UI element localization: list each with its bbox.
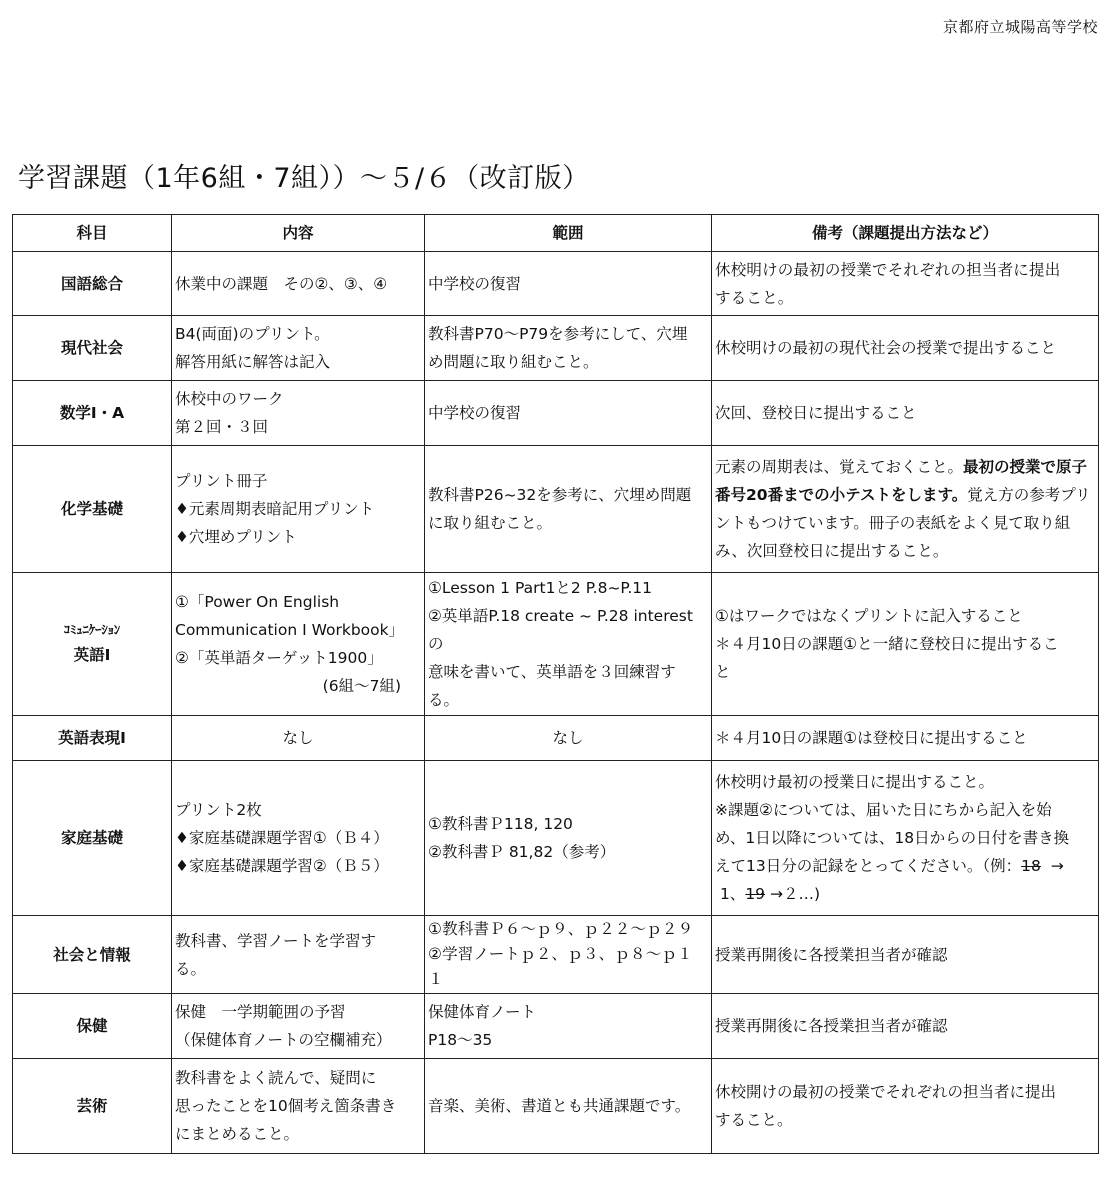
subject-cell: 家庭基礎 bbox=[13, 761, 172, 916]
assignment-table bbox=[12, 214, 1099, 1154]
notes-emphasis: 最初の授業で原子番号20番までの小テストをします。 bbox=[715, 458, 1088, 504]
content-line: 解答用紙に解答は記入 bbox=[175, 353, 331, 371]
subject-label: 英語Ⅰ bbox=[73, 646, 111, 664]
table-header-row bbox=[13, 215, 1099, 252]
notes-line: 休校明けの最初の授業でそれぞれの担当者に提出 bbox=[715, 260, 1061, 279]
notes-text: 元素の周期表は、覚えておくこと。 bbox=[715, 458, 964, 476]
table-row bbox=[13, 252, 1099, 316]
notes-line: 次回、登校日に提出すること bbox=[715, 404, 917, 422]
notes-line bbox=[715, 880, 1095, 908]
column-header-notes: 備考（課題提出方法など） bbox=[712, 215, 1099, 252]
subject-cell: 数学Ⅰ・A bbox=[13, 381, 172, 446]
content-cell bbox=[172, 994, 425, 1059]
content-cell bbox=[172, 1059, 425, 1154]
content-line: ②「英単語ターゲット1900」 bbox=[175, 649, 383, 667]
range-line: 中学校の復習 bbox=[428, 404, 522, 422]
notes-line: と bbox=[715, 663, 731, 681]
content-cell bbox=[172, 381, 425, 446]
range-cell bbox=[425, 1059, 712, 1154]
range-line: 音楽、美術、書道とも共通課題です。 bbox=[428, 1097, 691, 1115]
notes-line bbox=[715, 852, 1095, 880]
notes-cell bbox=[712, 316, 1099, 381]
content-cell bbox=[172, 316, 425, 381]
content-line: ①「Power On English bbox=[175, 593, 340, 611]
content-line: ♦家庭基礎課題学習②（Ｂ５） bbox=[175, 857, 389, 875]
struck-date: 19 bbox=[745, 885, 766, 903]
content-line: にまとめること。 bbox=[175, 1125, 300, 1143]
content-line: （保健体育ノートの空欄補充） bbox=[175, 1031, 392, 1049]
range-cell bbox=[425, 994, 712, 1059]
notes-line: 授業再開後に各授業担当者が確認 bbox=[715, 1017, 948, 1035]
content-line: B4(両面)のプリント。 bbox=[175, 325, 330, 343]
content-line: ♦家庭基礎課題学習①（Ｂ４） bbox=[175, 829, 389, 847]
content-line: ♦元素周期表暗記用プリント bbox=[175, 500, 375, 518]
notes-cell bbox=[712, 916, 1099, 994]
notes-line: 休校明け最初の授業日に提出すること。 bbox=[715, 773, 995, 791]
range-line: ②英単語P.18 create ~ P.28 interestの bbox=[428, 607, 693, 653]
content-cell bbox=[172, 916, 425, 994]
range-line: め問題に取り組むこと。 bbox=[428, 353, 599, 371]
subject-cell: 社会と情報 bbox=[13, 916, 172, 994]
notes-cell bbox=[712, 716, 1099, 761]
table-row bbox=[13, 1059, 1099, 1154]
content-line: 教科書、学習ノートを学習す bbox=[175, 931, 377, 950]
table-row bbox=[13, 761, 1099, 916]
notes-text: えて13日分の記録をとってください。（例： bbox=[715, 857, 1022, 875]
range-line: に取り組むこと。 bbox=[428, 514, 553, 532]
range-line: ①Lesson 1 Part1と2 P.8~P.11 bbox=[428, 579, 653, 597]
range-line: 意味を書いて、英単語を３回練習す bbox=[428, 663, 676, 681]
notes-text: 1、 bbox=[719, 885, 746, 903]
notes-line: ※課題②については、届いた日にちから記入を始 bbox=[715, 801, 1052, 819]
column-header-content: 内容 bbox=[172, 215, 425, 252]
notes-line: すること。 bbox=[715, 1111, 793, 1129]
range-cell bbox=[425, 573, 712, 716]
subject-cell: 芸術 bbox=[13, 1059, 172, 1154]
content-line: Communication Ⅰ Workbook」 bbox=[175, 621, 405, 639]
range-cell bbox=[425, 761, 712, 916]
notes-line: 休校明けの最初の現代社会の授業で提出すること bbox=[715, 339, 1057, 357]
table-row bbox=[13, 573, 1099, 716]
content-line: 保健 一学期範囲の予習 bbox=[175, 1003, 346, 1021]
content-line: プリント冊子 bbox=[175, 472, 268, 490]
range-line: 教科書P70～P79を参考にして、穴埋 bbox=[428, 325, 688, 343]
range-cell bbox=[425, 446, 712, 573]
notes-line: 休校開けの最初の授業でそれぞれの担当者に提出 bbox=[715, 1083, 1057, 1101]
notes-line: ＊４月10日の課題①は登校日に提出すること bbox=[715, 729, 1028, 747]
subject-cell: 保健 bbox=[13, 994, 172, 1059]
range-cell bbox=[425, 916, 712, 994]
range-cell bbox=[425, 381, 712, 446]
subject-cell: 化学基礎 bbox=[13, 446, 172, 573]
notes-cell bbox=[712, 252, 1099, 316]
struck-date: 18 bbox=[1021, 857, 1041, 875]
content-line: 思ったことを10個考え箇条書き bbox=[175, 1097, 397, 1115]
notes-cell bbox=[712, 446, 1099, 573]
range-line: 保健体育ノート bbox=[428, 1003, 537, 1021]
notes-cell bbox=[712, 761, 1099, 916]
notes-cell bbox=[712, 1059, 1099, 1154]
page-title: 学習課題（1年6組・7組））～５/６（改訂版） bbox=[18, 163, 590, 194]
table-row bbox=[13, 916, 1099, 994]
subject-cell: 現代社会 bbox=[13, 316, 172, 381]
table-row bbox=[13, 994, 1099, 1059]
notes-line: ＊４月10日の課題①と一緒に登校日に提出するこ bbox=[715, 635, 1059, 653]
content-line: 第２回・３回 bbox=[175, 418, 269, 436]
range-line: ②学習ノートｐ２、ｐ３、ｐ８～ｐ１１ bbox=[428, 945, 693, 988]
range-cell bbox=[425, 316, 712, 381]
content-cell bbox=[172, 761, 425, 916]
range-line: ①教科書Ｐ118, 120 bbox=[428, 815, 573, 833]
content-line: プリント2枚 bbox=[175, 801, 262, 819]
school-name: 京都府立城陽高等学校 bbox=[942, 18, 1098, 36]
table-row bbox=[13, 316, 1099, 381]
notes-cell bbox=[712, 573, 1099, 716]
notes-cell bbox=[712, 994, 1099, 1059]
table-row bbox=[13, 446, 1099, 573]
range-cell: なし bbox=[425, 716, 712, 761]
range-line: る。 bbox=[428, 691, 460, 709]
content-line: (6組～7組) bbox=[322, 677, 401, 695]
column-header-subject: 科目 bbox=[13, 215, 172, 252]
content-cell bbox=[172, 252, 425, 316]
notes-line: ①はワークではなくプリントに記入すること bbox=[715, 607, 1023, 625]
content-cell: なし bbox=[172, 716, 425, 761]
range-line: ②教科書Ｐ 81,82（参考） bbox=[428, 843, 616, 861]
table-row bbox=[13, 716, 1099, 761]
content-cell bbox=[172, 573, 425, 716]
content-line: 休業中の課題 その②、③、④ bbox=[175, 274, 388, 293]
content-line: 休校中のワーク bbox=[175, 390, 284, 408]
arrow-text: →２…) bbox=[769, 885, 821, 903]
subject-cell: 英語表現Ⅰ bbox=[13, 716, 172, 761]
notes-cell bbox=[712, 381, 1099, 446]
subject-cell bbox=[13, 573, 172, 716]
content-cell bbox=[172, 446, 425, 573]
subject-cell: 国語総合 bbox=[13, 252, 172, 316]
range-cell bbox=[425, 252, 712, 316]
range-line: ①教科書Ｐ６～ｐ９、ｐ２２～ｐ２９ bbox=[428, 920, 694, 938]
column-header-range: 範囲 bbox=[425, 215, 712, 252]
range-line: 中学校の復習 bbox=[428, 274, 522, 293]
arrow-text: → bbox=[1050, 857, 1064, 875]
content-line: ♦穴埋めプリント bbox=[175, 528, 297, 546]
range-line: 教科書P26~32を参考に、穴埋め問題 bbox=[428, 486, 692, 504]
notes-line: め、1日以降については、18日からの日付を書き換 bbox=[715, 829, 1070, 847]
notes-text: 覚え方の参考プリントもつけています。冊子の表紙をよく見て取り組み、次回登校日に提出すること。 bbox=[715, 486, 1091, 560]
notes-line: すること。 bbox=[715, 288, 794, 307]
table-row bbox=[13, 381, 1099, 446]
range-line: P18～35 bbox=[428, 1031, 493, 1049]
content-line: る。 bbox=[175, 959, 207, 978]
subject-prefix: ｺﾐｭﾆｹｰｼｮﾝ bbox=[63, 622, 121, 637]
notes-line: 授業再開後に各授業担当者が確認 bbox=[715, 945, 948, 964]
content-line: 教科書をよく読んで、疑問に bbox=[175, 1069, 377, 1087]
